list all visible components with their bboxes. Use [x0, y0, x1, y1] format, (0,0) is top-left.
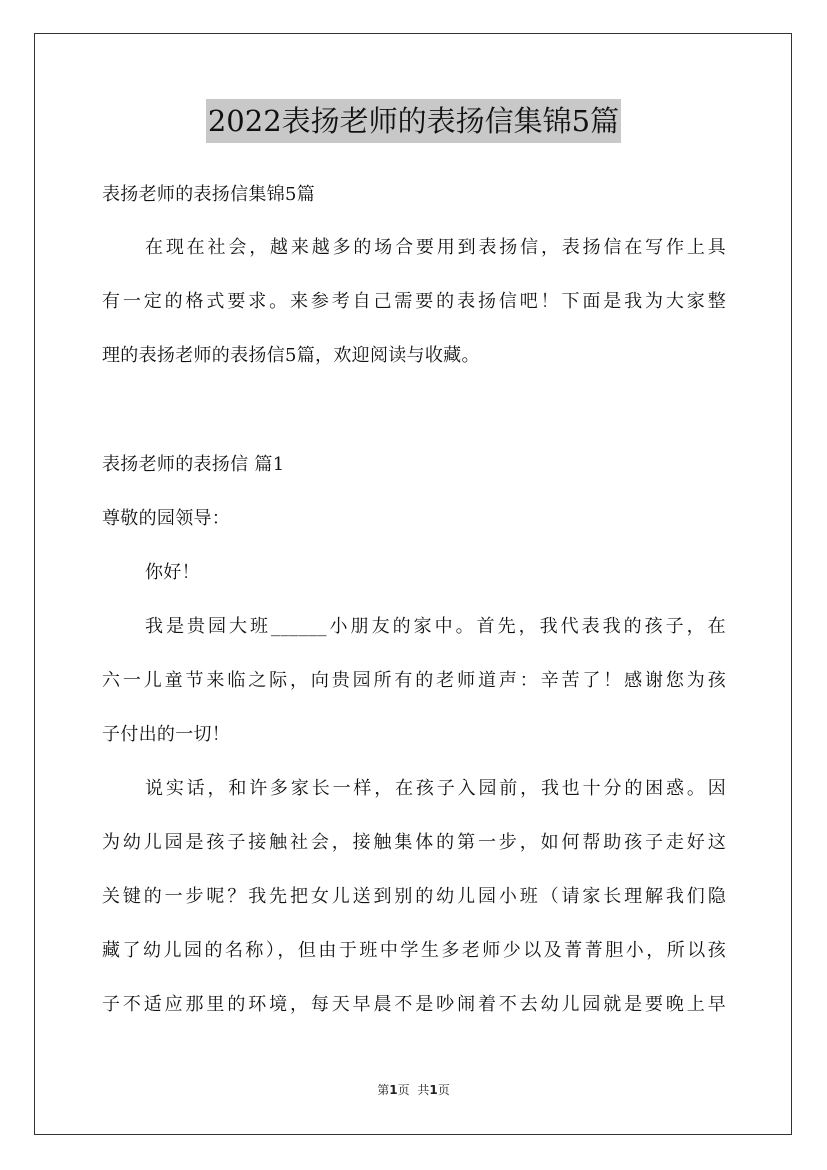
para1-line-2: 六一儿童节来临之际，向贵园所有的老师道声：辛苦了！感谢您为孩: [102, 670, 726, 691]
salutation: 尊敬的园领导：: [102, 508, 231, 529]
para2-line-1: 说实话，和许多家长一样，在孩子入园前，我也十分的困惑。因: [145, 778, 726, 799]
document-subtitle: 表扬老师的表扬信集锦5篇: [102, 184, 316, 205]
title-container: [0, 99, 827, 143]
page-footer: [0, 1082, 827, 1098]
para2-line-5: 子不适应那里的环境，每天早晨不是吵闹着不去幼儿园就是要晚上早: [102, 994, 726, 1015]
para1-line-3: 子付出的一切！: [102, 724, 231, 745]
footer-total-number: 1: [429, 1083, 438, 1097]
greeting: 你好！: [145, 562, 200, 583]
footer-total-prefix: 共: [417, 1083, 430, 1097]
footer-page-number: 1: [389, 1083, 398, 1097]
document-title: 2022表扬老师的表扬信集锦5篇: [206, 99, 621, 143]
intro-line-2: 有一定的格式要求。来参考自己需要的表扬信吧！下面是我为大家整: [102, 291, 726, 312]
footer-page-suffix: 页: [397, 1083, 410, 1097]
para2-line-3: 关键的一步呢？我先把女儿送到别的幼儿园小班（请家长理解我们隐: [102, 886, 726, 907]
footer-page-prefix: 第: [377, 1083, 390, 1097]
section-heading: 表扬老师的表扬信 篇1: [102, 454, 285, 475]
para2-line-2: 为幼儿园是孩子接触社会，接触集体的第一步，如何帮助孩子走好这: [102, 832, 726, 853]
footer-total-suffix: 页: [437, 1083, 450, 1097]
para2-line-4: 藏了幼儿园的名称），但由于班中学生多老师少以及菁菁胆小，所以孩: [102, 940, 726, 961]
para1-line-1: 我是贵园大班______小朋友的家中。首先，我代表我的孩子，在: [145, 616, 726, 637]
intro-line-3: 理的表扬老师的表扬信5篇，欢迎阅读与收藏。: [102, 345, 480, 366]
intro-line-1: 在现在社会，越来越多的场合要用到表扬信，表扬信在写作上具: [145, 237, 726, 258]
